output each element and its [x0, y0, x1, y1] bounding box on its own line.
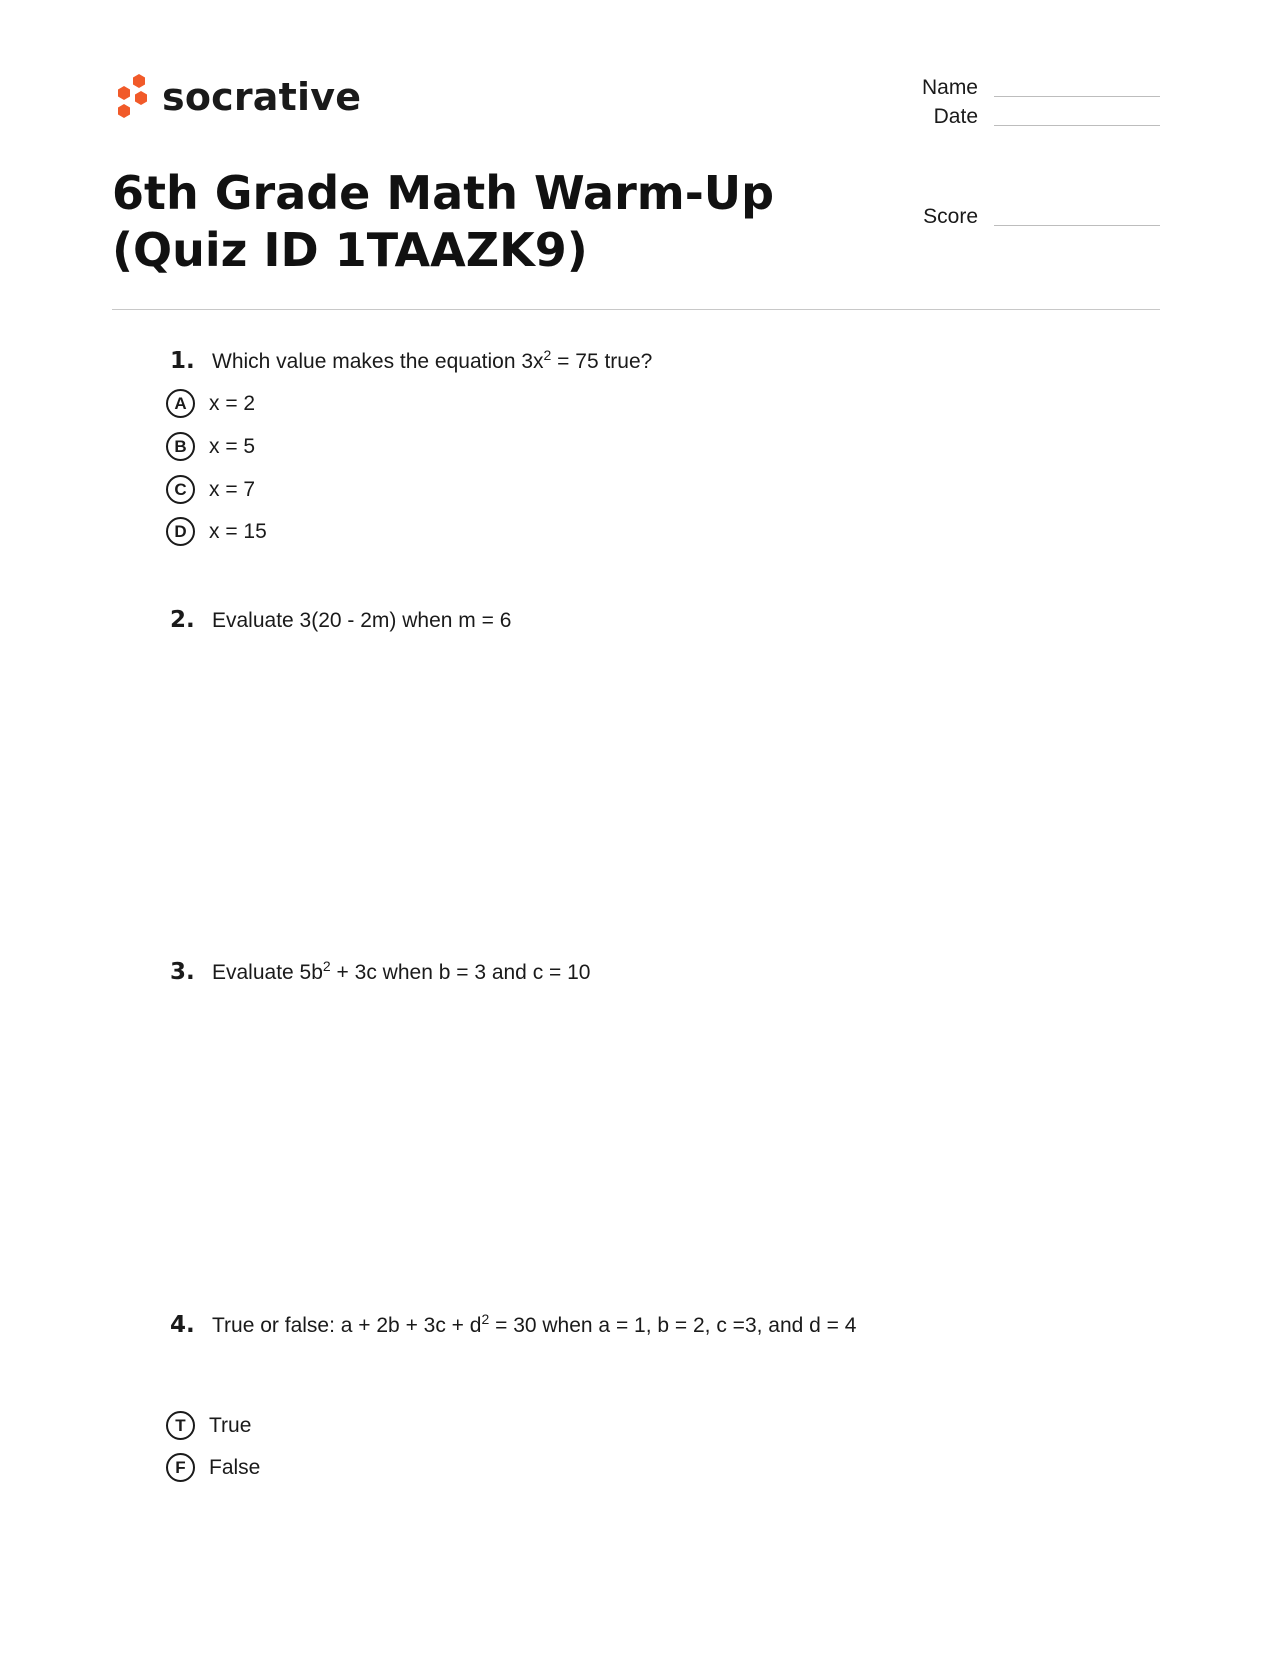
question-number: 4. — [170, 1312, 195, 1338]
question-number: 3. — [170, 959, 195, 985]
brand-name: socrative — [162, 75, 362, 119]
option-text: x = 7 — [209, 477, 256, 501]
option-text: False — [209, 1455, 261, 1479]
option-bubble[interactable]: F — [166, 1453, 195, 1482]
question-4 — [170, 1311, 856, 1338]
option-bubble[interactable]: C — [166, 475, 195, 504]
option-text: True — [209, 1413, 252, 1437]
option-text: x = 15 — [209, 519, 267, 543]
option-bubble[interactable]: B — [166, 432, 195, 461]
score-field[interactable] — [858, 205, 1160, 229]
option-text: x = 5 — [209, 434, 256, 458]
option-c[interactable] — [166, 475, 255, 504]
question-text: Which value makes the equation $3x^2 = 75$ true? — [212, 347, 653, 373]
option-false[interactable] — [166, 1453, 260, 1482]
date-label: Date — [933, 105, 978, 128]
question-2 — [170, 607, 511, 633]
hexagon-cluster-icon — [112, 72, 152, 122]
name-field[interactable] — [858, 76, 1160, 100]
score-line[interactable] — [994, 225, 1160, 226]
score-label: Score — [923, 205, 978, 228]
date-field[interactable] — [858, 105, 1160, 129]
question-text: Evaluate 3(20 - 2m) when m = 6 — [212, 609, 512, 632]
header-divider — [112, 309, 1160, 310]
name-label: Name — [921, 76, 978, 99]
option-text: x = 2 — [209, 391, 256, 415]
page-title: 6th Grade Math Warm-Up (Quiz ID 1TAAZK9) — [112, 166, 775, 277]
question-number: 1. — [170, 348, 195, 374]
option-bubble[interactable]: T — [166, 1411, 195, 1440]
option-bubble[interactable]: A — [166, 389, 195, 418]
question-number: 2. — [170, 607, 195, 633]
option-b[interactable] — [166, 432, 255, 461]
socrative-logo — [112, 72, 361, 122]
name-line[interactable] — [994, 96, 1160, 97]
question-text: True or false: $a + 2b + 3c + d^2 = 30$ when a = 1, b = 2, c =3, and d = 4 — [212, 1311, 857, 1337]
option-d[interactable] — [166, 517, 267, 546]
option-bubble[interactable]: D — [166, 517, 195, 546]
option-true[interactable] — [166, 1411, 251, 1440]
option-a[interactable] — [166, 389, 255, 418]
date-line[interactable] — [994, 125, 1160, 126]
question-text: Evaluate $5b^2 + 3c$ when b = 3 and c = 10 — [212, 958, 591, 984]
question-3 — [170, 958, 591, 985]
question-1 — [170, 347, 652, 374]
